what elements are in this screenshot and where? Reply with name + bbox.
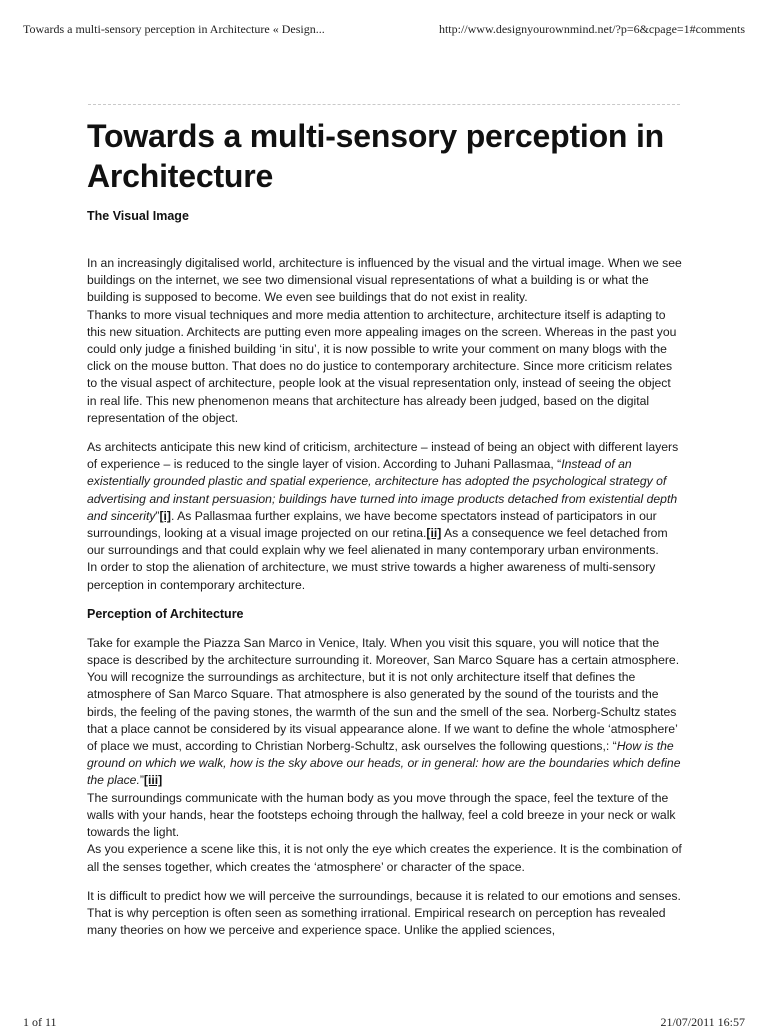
paragraph-3	[87, 439, 682, 594]
page-number: 1 of 11	[23, 1015, 57, 1029]
footnote-link-iii[interactable]: [iii]	[143, 773, 163, 788]
paragraph-5	[87, 635, 682, 876]
section-heading-visual-image: The Visual Image	[87, 209, 189, 223]
paragraph-1-text: In an increasingly digitalised world, architecture is influenced by the visual and the virtual image. When we see buildings on the internet, we see two dimensional visual representations of what a building is or what the building is supposed to become. We even see buildings that do not exist in reality.	[87, 256, 682, 305]
footnote-link-i[interactable]: [i]	[159, 508, 171, 523]
print-datetime: 21/07/2011 16:57	[660, 1015, 745, 1029]
paragraph-5-text-a: Take for example the Piazza San Marco in Venice, Italy. When you visit this square, you will notice that the space is described by the architecture surrounding it. Moreover, San Marco Square has a certain atmosphere. You will recognize the surroundings as architecture, but it is not only architecture itself that defines the atmosphere of San Marco Square. That atmosphere is also generated by the sound of the tourists and the birds, the feeling of the paving stones, the warmth of the sun and the smell of the sea. Norberg-Schultz states that a place cannot be considered by its visual appearance alone. If we want to define the whole ‘atmosphere’ of place we must, according to Christian Norberg-Schultz, ask ourselves the following questions,: “	[87, 635, 680, 754]
article	[87, 116, 682, 939]
paragraph-6-text: The surroundings communicate with the human body as you move through the space, feel the texture of the walls with your hands, hear the footsteps echoing through the hallway, feel a cold breeze in your neck or walk towards the light.	[87, 790, 676, 840]
print-header-url[interactable]: http://www.designyourownmind.net/?p=6&cpage=1#comments	[438, 22, 745, 36]
paragraph-2-text: Thanks to more visual techniques and more media attention to architecture, architecture itself is adapting to this new situation. Architects are putting even more appealing images on the screen. Whereas in the past you could only judge a finished building ‘in situ’, it is now possible to write your comment on many blogs with the click on the mouse button. That does no do justice to contemporary architecture. Since more criticism relates to the visual aspect of architecture, people look at the visual representation only, instead of seeing the object in real life. This new phenomenon means that architecture has already been judged, based on the digital representation of the object.	[87, 307, 677, 425]
norberg-schultz-quote: How is the ground on which we walk, how is the sky above our heads, or in general: how are the boundaries which define the place.	[87, 739, 681, 788]
paragraph-5-quote-end: ”	[139, 773, 144, 788]
paragraph-3-text-a: As architects anticipate this new kind of criticism, architecture – instead of being an object with different layers of experience – is reduced to the single layer of vision. According to Juhani Pallasmaa, “	[87, 440, 679, 472]
paragraph-8: It is difficult to predict how we will perceive the surroundings, because it is related to our emotions and senses. That is why perception is often seen as something irrational. Empirical research on perception has revealed many theories on how we perceive and experience space. Unlike the applied sciences,	[87, 888, 681, 938]
print-header-title: Towards a multi-sensory perception in Architecture « Design...	[23, 22, 325, 36]
paragraph-7-text: As you experience a scene like this, it is not only the eye which creates the experience. It is the combination of all the senses together, which creates the ‘atmosphere’ or character of the space.	[87, 842, 682, 874]
paragraph-4-text: In order to stop the alienation of architecture, we must strive towards a higher awareness of multi-sensory perception in contemporary architecture.	[87, 560, 656, 592]
paragraph-3-text-d: As a consequence we feel detached from our surroundings and that could explain why we feel alienated in many contemporary urban environments.	[87, 526, 668, 558]
pallasmaa-quote: Instead of an existentially grounded plastic and spatial experience, architecture has adopted the psychological strategy of advertising and instant persuasion; buildings have turned into image products detached from existential depth and sincerity	[87, 457, 678, 523]
print-header	[23, 22, 745, 37]
section-heading-perception: Perception of Architecture	[87, 606, 244, 621]
paragraph-1	[87, 255, 682, 427]
paragraph-3-quote-end: ”	[155, 508, 160, 523]
article-title: Towards a multi-sensory perception in Architecture	[87, 118, 665, 194]
footnote-link-ii[interactable]: [ii]	[426, 526, 442, 541]
print-footer	[23, 1015, 745, 1030]
dashed-divider	[88, 104, 680, 105]
paragraph-3-text-c: . As Pallasmaa further explains, we have become spectators instead of participators in our surroundings, looking at a visual image projected on our retina.	[87, 508, 657, 541]
